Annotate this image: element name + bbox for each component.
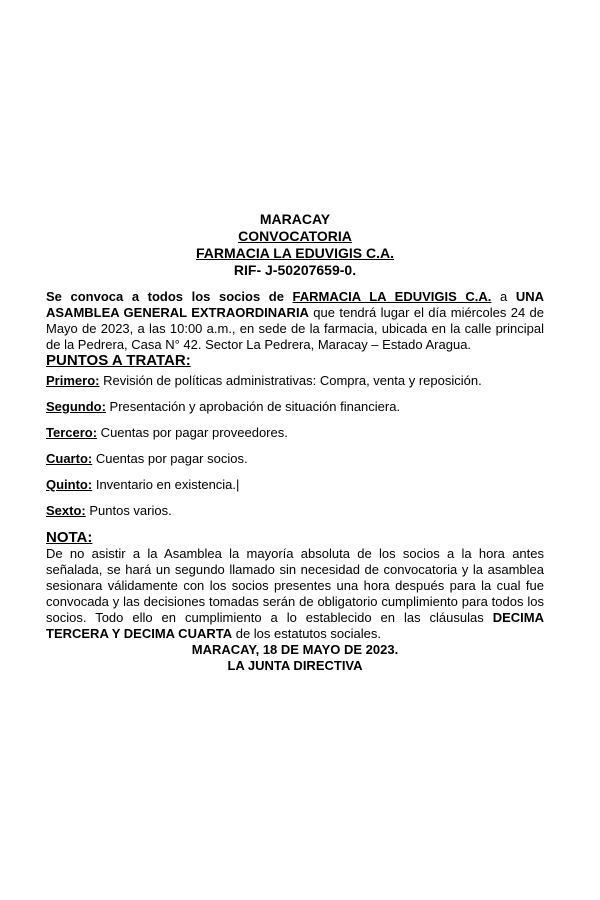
point-text: Revisión de políticas administrativas: Compra, venta y reposición. — [99, 373, 482, 388]
nota-text1: De no asistir a la Asamblea la mayoría absoluta de los socios a la hora antes señalada, se hará un segundo llamado sin necesidad de convocatoria y la asamblea sesionara válidamente con los socios presentes una hora después para la cual fue convocada y las decisiones tomadas serán de obligatorio cumplimiento para todos los socios. Todo ello en cumplimiento a lo establecido en las cláusulas — [46, 546, 544, 625]
nota-bold: DECIMA TERCERA Y DECIMA CUARTA — [46, 610, 544, 641]
intro-paragraph — [46, 289, 544, 353]
nota-paragraph — [46, 546, 544, 642]
point-text: Cuentas por pagar proveedores. — [97, 425, 288, 440]
point-item — [46, 373, 544, 389]
intro-assembly: UNA ASAMBLEA GENERAL EXTRAORDINARIA — [46, 289, 544, 320]
point-text: Puntos varios. — [85, 503, 172, 518]
footer-date: MARACAY, 18 DE MAYO DE 2023. — [191, 642, 399, 657]
intro-company: FARMACIA LA EDUVIGIS C.A. — [292, 289, 492, 304]
header-rif: RIF- J-50207659-0. — [233, 262, 357, 278]
nota-text2: de los estatutos sociales. — [232, 626, 381, 641]
footer-signature: LA JUNTA DIRECTIVA — [227, 658, 363, 673]
point-label: Primero: — [46, 373, 100, 388]
intro-part1: Se convoca a todos los socios de — [46, 289, 293, 304]
point-item — [46, 477, 544, 493]
header-company: FARMACIA LA EDUVIGIS C.A. — [195, 245, 395, 261]
header-title: CONVOCATORIA — [238, 228, 352, 244]
document-body — [46, 211, 544, 674]
point-text: Inventario en existencia.| — [92, 477, 240, 492]
point-item — [46, 503, 544, 519]
nota-title: NOTA: — [46, 529, 93, 546]
point-text: Presentación y aprobación de situación financiera. — [105, 399, 401, 414]
point-label: Quinto: — [46, 477, 93, 492]
point-label: Tercero: — [46, 425, 98, 440]
point-item — [46, 425, 544, 441]
intro-part3: que tendrá lugar el día miércoles 24 de Mayo de 2023, a las 10:00 a.m., en sede de la farmacia, ubicada en la calle principal de la Pedrera, Casa N° 42. Sector La Pedrera, Maracay – Estado Aragua. — [46, 305, 544, 352]
intro-part2: a — [491, 289, 516, 304]
points-title: PUNTOS A TRATAR: — [46, 352, 191, 369]
point-label: Sexto: — [46, 503, 86, 518]
point-item — [46, 451, 544, 467]
point-label: Cuarto: — [46, 451, 93, 466]
point-text: Cuentas por pagar socios. — [92, 451, 248, 466]
point-label: Segundo: — [46, 399, 106, 414]
point-item — [46, 399, 544, 415]
header-city: MARACAY — [259, 211, 331, 227]
